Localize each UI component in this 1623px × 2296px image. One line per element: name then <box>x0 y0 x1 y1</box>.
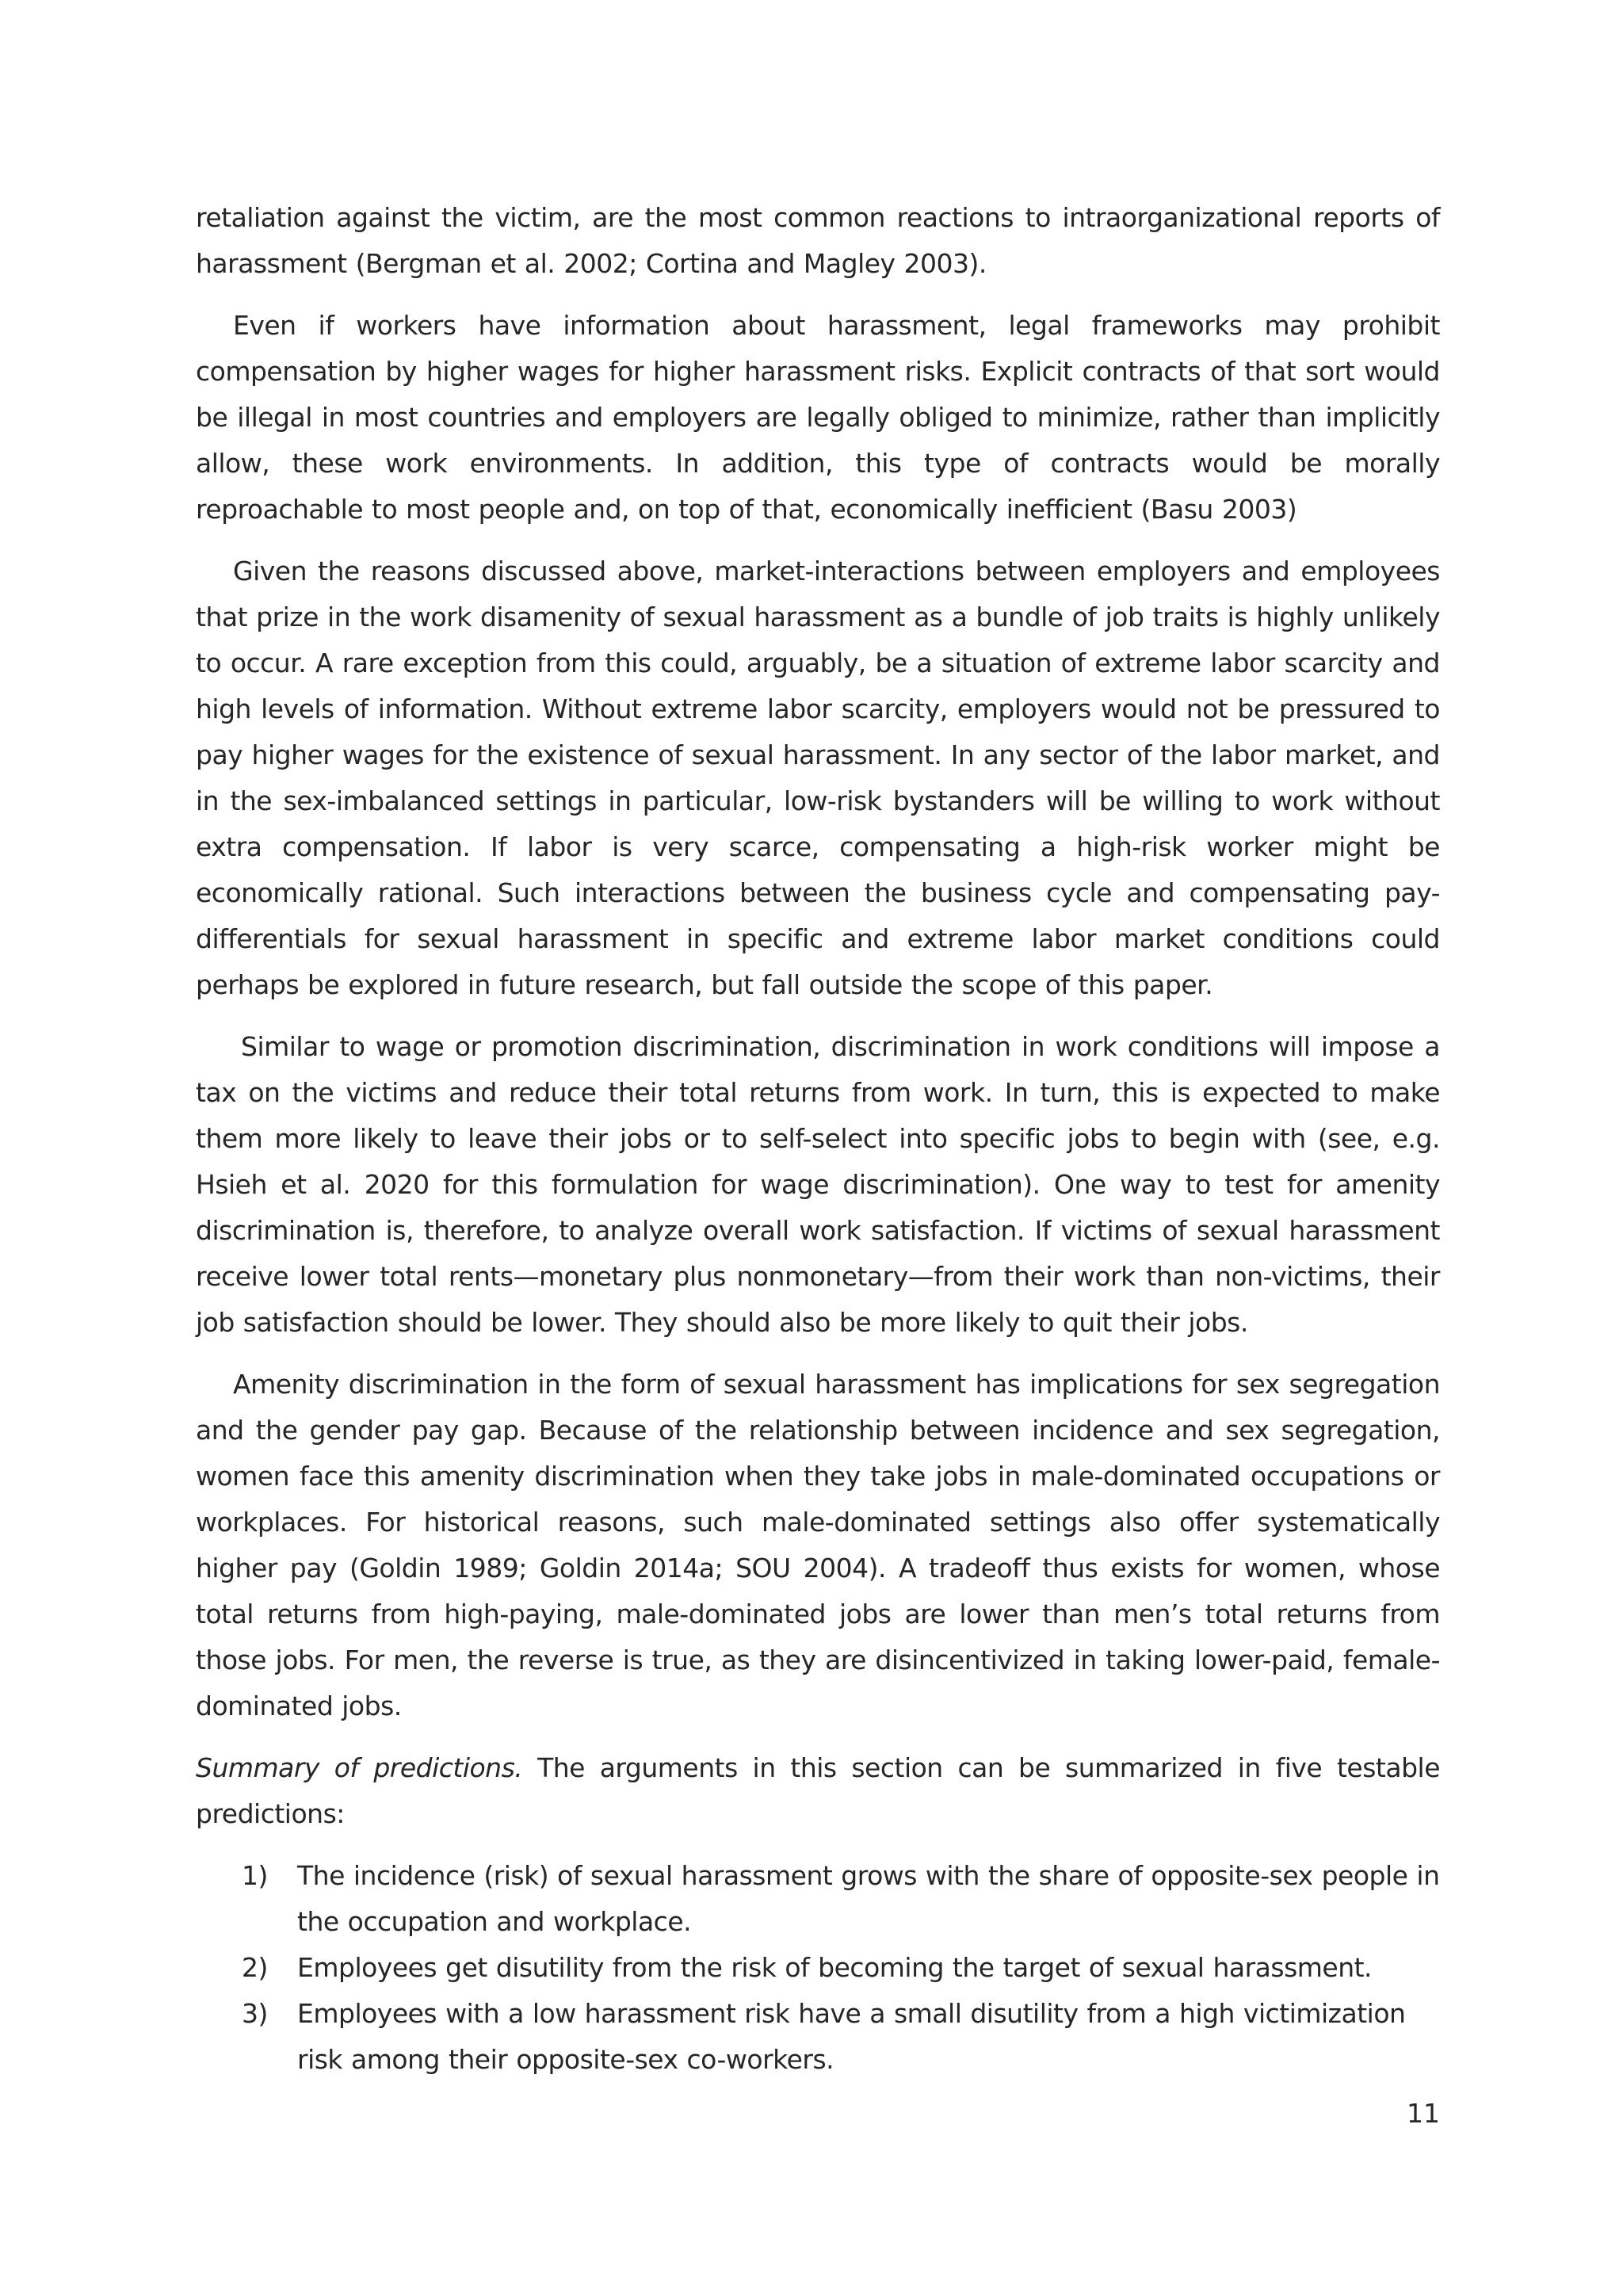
list-item <box>242 1945 1440 1991</box>
paragraph-amenity-discrimination: Amenity discrimination in the form of sexual harassment has implications for sex segregation and the gender pay gap. Because of the relationship between incidence and sex segregation, women face this amenity discrimination when they take jobs in male-dominated occupations or workplaces. For historical reasons, such male-dominated settings also offer systematically higher pay (Goldin 1989; Goldin 2014a; SOU 2004). A tradeoff thus exists for women, whose total returns from high-paying, male-dominated jobs are lower than men’s total returns from those jobs. For men, the reverse is true, as they are disincentivized in taking lower-paid, female-dominated jobs. <box>196 1369 1440 1721</box>
page-body <box>196 195 1440 2083</box>
list-text: The incidence (risk) of sexual harassment grows with the share of opposite-sex people in the occupation and workplace. <box>297 1860 1440 1937</box>
summary-paragraph <box>196 1745 1440 1837</box>
list-number: 2) <box>242 1952 268 1983</box>
paragraph-market-interactions: Given the reasons discussed above, market-interactions between employers and employees that prize in the work disamenity of sexual harassment as a bundle of job traits is highly unlikely to occur. A rare exception from this could, arguably, be a situation of extreme labor scarcity and high levels of information. Without extreme labor scarcity, employers would not be pressured to pay higher wages for the existence of sexual harassment. In any sector of the labor market, and in the sex-imbalanced settings in particular, low-risk bystanders will be willing to work without extra compensation. If labor is very scarce, compensating a high-risk worker might be economically rational. Such interactions between the business cycle and compensating pay-differentials for sexual harassment in specific and extreme labor market conditions could perhaps be explored in future research, but fall outside the scope of this paper. <box>196 556 1440 1000</box>
page-number: 11 <box>1407 2098 1440 2129</box>
list-item <box>242 1991 1440 2083</box>
predictions-list <box>196 1853 1440 2083</box>
summary-text: The arguments in this section can be summarized in five testable predictions: <box>196 1752 1440 1829</box>
paragraph-discrimination: Similar to wage or promotion discrimination, discrimination in work conditions will impose a tax on the victims and reduce their total returns from work. In turn, this is expected to make them more likely to leave their jobs or to self-select into specific jobs to begin with (see, e.g. Hsieh et al. 2020 for this formulation for wage discrimination). One way to test for amenity discrimination is, therefore, to analyze overall work satisfaction. If victims of sexual harassment receive lower total rents—monetary plus nonmonetary—from their work than non-victims, their job satisfaction should be lower. They should also be more likely to quit their jobs. <box>196 1031 1440 1338</box>
list-text: Employees get disutility from the risk of becoming the target of sexual harassment. <box>297 1952 1373 1983</box>
list-item <box>242 1853 1440 1945</box>
list-text: Employees with a low harassment risk have a small disutility from a high victimization risk among their opposite-sex co-workers. <box>297 1998 1406 2075</box>
paragraph-legal-frameworks: Even if workers have information about harassment, legal frameworks may prohibit compensation by higher wages for higher harassment risks. Explicit contracts of that sort would be illegal in most countries and employers are legally obliged to minimize, rather than implicitly allow, these work environments. In addition, this type of contracts would be morally reproachable to most people and, on top of that, economically inefficient (Basu 2003) <box>196 310 1440 525</box>
summary-heading: Summary of predictions. <box>196 1752 523 1783</box>
paragraph-retaliation: retaliation against the victim, are the most common reactions to intraorganizational reports of harassment (Bergman et al. 2002; Cortina and Magley 2003). <box>196 202 1440 279</box>
list-number: 1) <box>242 1860 268 1891</box>
list-number: 3) <box>242 1998 268 2029</box>
